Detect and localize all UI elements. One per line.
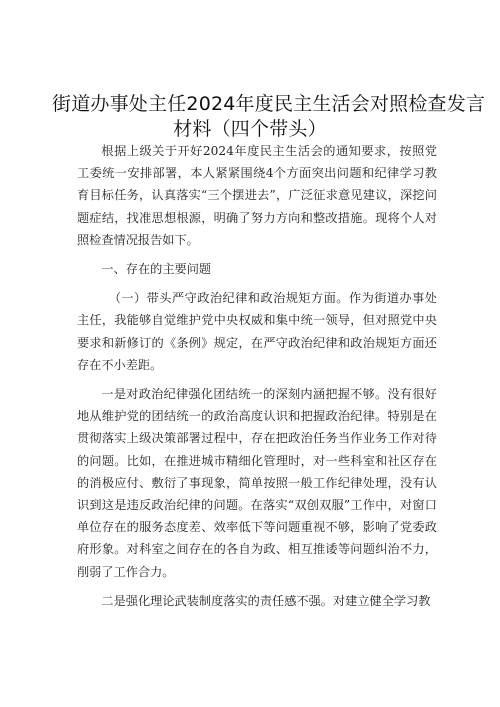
intro-paragraph: 根据上级关于开好2024年度民主生活会的通知要求，按照党工委统一安排部署，本人紧紧围绕4个方面突出问题和纪律学习教育目标任务，认真落实“三个摆进去”，广泛征求意见建议，深挖问题症结，找准思想根源，明确了努力方向和整改措施。现将个人对照检查情况报告如下。 [77,144,437,247]
document-title [52,92,486,142]
title-line-1: 街道办事处主任2024年度民主生活会对照检查发言 [52,93,486,115]
problem-paragraph-1: 一是对政治纪律强化团结统一的深刻内涵把握不够。没有很好地从维护党的团结统一的政治高度认识和把握政治纪律。特别是在贯彻落实上级决策部署过程中，存在把政治任务当作业务工作对待的问题。比如，在推进城市精细化管理时，对一些科室和社区存在的消极应付、敷衍了事现象，简单按照一般工作纪律处理，没有认识到这是违反政治纪律的问题。在落实“双创双服”工作中，对窗口单位存在的服务态度差、效率低下等问题重视不够，影响了党委政府形象。对科室之间存在的各自为政、相互推诿等问题纠治不力，削弱了工作合力。 [77,387,437,579]
document-body [77,140,437,612]
section-heading-problems: 一、存在的主要问题 [101,262,212,277]
subsection-political-discipline: （一）带头严守政治纪律和政治规矩方面。作为街道办事处主任，我能够自觉维护党中央权威和集中统一领导，但对照党中央要求和新修订的《条例》规定，在严守政治纪律和政治规矩方面还存在不小差距。 [77,291,437,372]
problem-paragraph-2: 二是强化理论武装制度落实的责任感不强。对建立健全学习教 [101,593,431,608]
title-line-2: 材料（四个带头） [173,118,327,140]
